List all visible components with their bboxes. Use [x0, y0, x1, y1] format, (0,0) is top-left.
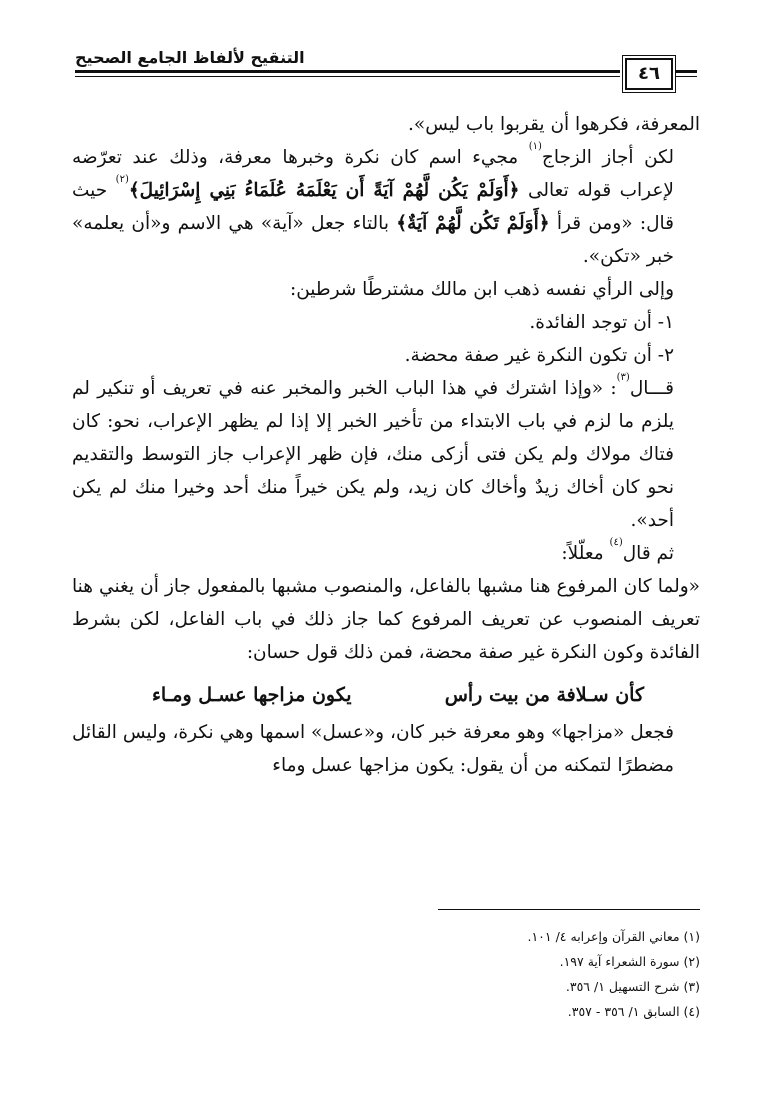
- verse-hemistich-right: كأن سـلافة من بيت رأس: [444, 684, 644, 706]
- paragraph-2: [72, 141, 700, 273]
- footnote-2: (٢) سورة الشعراء آية ١٩٧.: [559, 954, 700, 969]
- main-text: [72, 108, 700, 782]
- running-title: التنقيح لألفاظ الجامع الصحيح: [75, 48, 305, 67]
- footnote-4: (٤) السابق ١/ ٣٥٦ - ٣٥٧.: [567, 1004, 700, 1019]
- verse-hemistich-left: يكون مزاجها عسـل ومـاء: [152, 684, 352, 706]
- text-span: مجيء اسم كان نكرة وخبرها معرفة، وذلك عند تعرّضه لإعراب قوله تعالى: [72, 147, 674, 201]
- footnote-1: (١) معاني القرآن وإعرابه ٤/ ١٠١.: [527, 929, 700, 944]
- footnote-separator: [438, 909, 700, 910]
- text-span: لكن أجاز الزجاج: [541, 147, 675, 168]
- footnote-ref-2: (٢): [115, 174, 129, 185]
- footnote-ref-4: (٤): [609, 537, 623, 548]
- paragraph-5: [72, 537, 700, 570]
- header-rule: [75, 70, 620, 73]
- page-header: [75, 46, 695, 90]
- footnote-3: (٣) شرح التسهيل ١/ ٣٥٦.: [565, 979, 700, 994]
- paragraph-1: المعرفة، فكرهوا أن يقربوا باب ليس».: [408, 114, 700, 135]
- text-span: قـــال: [629, 378, 674, 399]
- header-rule-right: [675, 70, 697, 73]
- text-span: بالتاء جعل «آية» هي الاسم و«أن يعلمه» خبر «تكن».: [72, 213, 674, 267]
- text-span: : «وإذا اشترك في هذا الباب الخبر والمخبر عنه في تعريف أو تنكير لم يلزم ما لزم في باب الابتداء من تأخير الخبر إلا إذا لم يظهر الإعراب، نحو: كان فتاك مولاك ولم يكن فتى أزكى منك، فإن ظهر الإعراب جاز التوسط والتقديم نحو كان أخاك زيدٌ وأخاك كان زيد، ولم يكن خيراً منك أحد وخيرا منك لم يكن أحد».: [72, 378, 674, 531]
- header-rule-right-thin: [675, 76, 697, 77]
- quran-verse: ﴿أَوَلَمْ يَكُن لَّهُمْ آيَةً أَن يَعْلَمَهُ عُلَمَاءُ بَنِي إِسْرَائِيلَ﴾: [128, 180, 520, 201]
- quran-verse-2: ﴿أَوَلَمْ تَكُن لَّهُمْ آيَةٌ﴾: [396, 213, 550, 234]
- footnote-ref-1: (١): [528, 141, 542, 152]
- text-span: ثم قال: [622, 543, 674, 564]
- paragraph-7: فجعل «مزاجها» وهو معرفة خبر كان، و«عسل» اسمها وهي نكرة، وليس القائل مضطرًا لتمكنه من أن يقول: يكون مزاجها عسل وماء: [72, 722, 674, 776]
- footnote-ref-3: (٣): [616, 372, 630, 383]
- text-span: حيث قال: «ومن قرأ: [72, 180, 674, 234]
- footnotes: [400, 924, 700, 1024]
- header-rule-thin: [75, 76, 620, 77]
- text-span: معلّلاً:: [561, 543, 604, 564]
- page-number: ٤٦: [625, 58, 673, 90]
- paragraph-6: «ولما كان المرفوع هنا مشبها بالفاعل، والمنصوب مشبها بالمفعول جاز أن يغني هنا تعريف المنصوب عن تعريف المرفوع كما جاز ذلك في باب الفاعل، لكن بشرط الفائدة وكون النكرة غير صفة محضة، فمن ذلك قول حسان:: [72, 576, 700, 663]
- poetry-verse: [72, 669, 700, 716]
- condition-2: ٢- أن تكون النكرة غير صفة محضة.: [404, 345, 674, 366]
- condition-1: ١- أن توجد الفائدة.: [529, 312, 674, 333]
- paragraph-4: [72, 372, 700, 537]
- paragraph-3: وإلى الرأي نفسه ذهب ابن مالك مشترطًا شرطين:: [289, 279, 674, 300]
